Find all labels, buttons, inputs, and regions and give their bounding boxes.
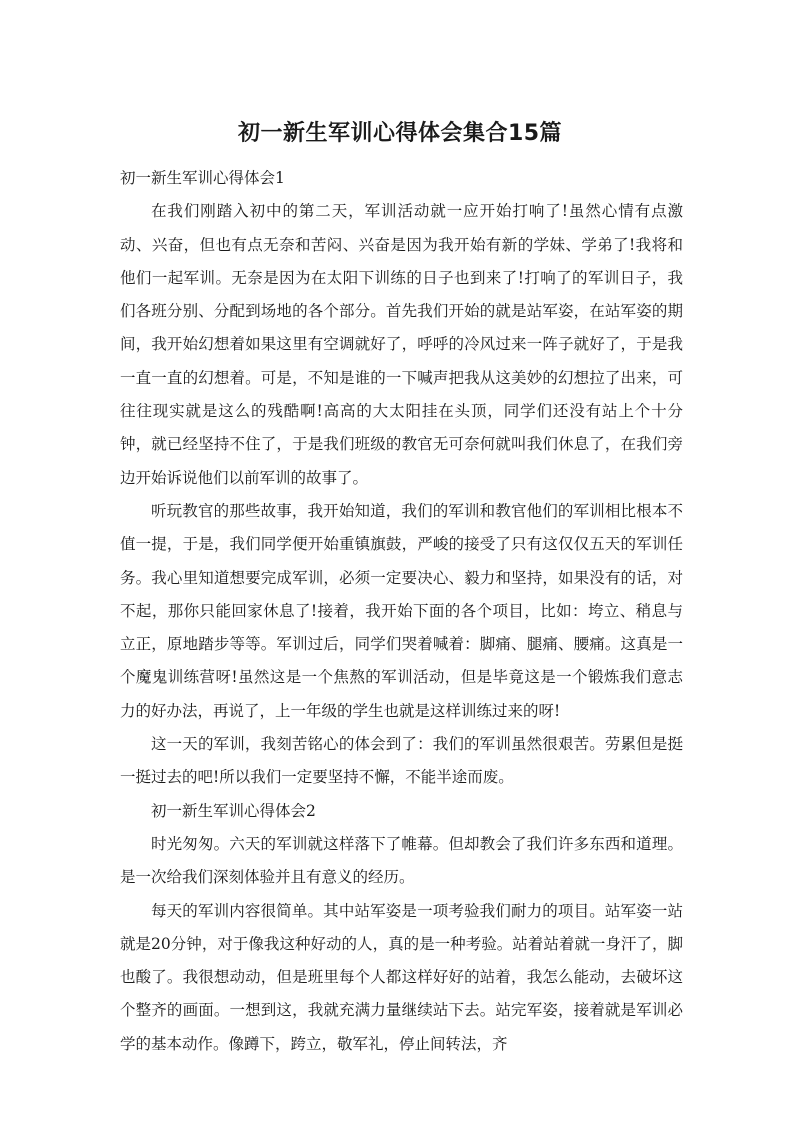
document-title: 初一新生军训心得体会集合15篇 xyxy=(237,121,563,146)
section-heading: 初一新生军训心得体会1 xyxy=(120,169,285,187)
document-body xyxy=(120,162,683,1061)
paragraph: 听玩教官的那些故事，我开始知道，我们的军训和教官他们的军训相比根本不值一提，于是，我们同学便开始重镇旗鼓，严峻的接受了只有这仅仅五天的军训任务。我心里知道想要完成军训，必须一定要决心、毅力和坚持，如果没有的话，对不起，那你只能回家休息了!接着，我开始下面的各个项目，比如：垮立、稍息与立正，原地踏步等等。军训过后，同学们哭着喊着：脚痛、腿痛、腰痛。这真是一个魔鬼训练营呀!虽然这是一个焦熬的军训活动，但是毕竟这是一个锻炼我们意志力的好办法，再说了，上一年级的学生也就是这样训练过来的呀! xyxy=(120,501,683,720)
paragraph: 在我们刚踏入初中的第二天，军训活动就一应开始打响了!虽然心情有点激动、兴奋，但也有点无奈和苦闷、兴奋是因为我开始有新的学妹、学弟了!我将和他们一起军训。无奈是因为在太阳下训练的日子也到来了!打响了的军训日子，我们各班分别、分配到场地的各个部分。首先我们开始的就是站军姿，在站军姿的期间，我开始幻想着如果这里有空调就好了，呼呼的冷风过来一阵子就好了，于是我一直一直的幻想着。可是，不知是谁的一下喊声把我从这美妙的幻想拉了出来，可往往现实就是这么的残酷啊!高高的大太阳挂在头顶，同学们还没有站上个十分钟，就已经坚持不住了，于是我们班级的教官无可奈何就叫我们休息了，在我们旁边开始诉说他们以前军训的故事了。 xyxy=(120,202,683,487)
paragraph: 时光匆匆。六天的军训就这样落下了帷幕。但却教会了我们许多东西和道理。是一次给我们深刻体验并且有意义的经历。 xyxy=(120,834,683,887)
section-heading: 初一新生军训心得体会2 xyxy=(151,801,316,820)
paragraph: 每天的军训内容很简单。其中站军姿是一项考验我们耐力的项目。站军姿一站就是20分钟，对于像我这种好动的人，真的是一种考验。站着站着就一身汗了，脚也酸了。我很想动动，但是班里每个人都这样好好的站着，我怎么能动，去破坏这个整齐的画面。一想到这，我就充满力量继续站下去。站完军姿，接着就是军训必学的基本动作。像蹲下，跨立，敬军礼，停止间转法，齐 xyxy=(120,901,683,1053)
paragraph: 这一天的军训，我刻苦铭心的体会到了：我们的军训虽然很艰苦。劳累但是挺一挺过去的吧!所以我们一定要坚持不懈，不能半途而废。 xyxy=(120,735,683,787)
